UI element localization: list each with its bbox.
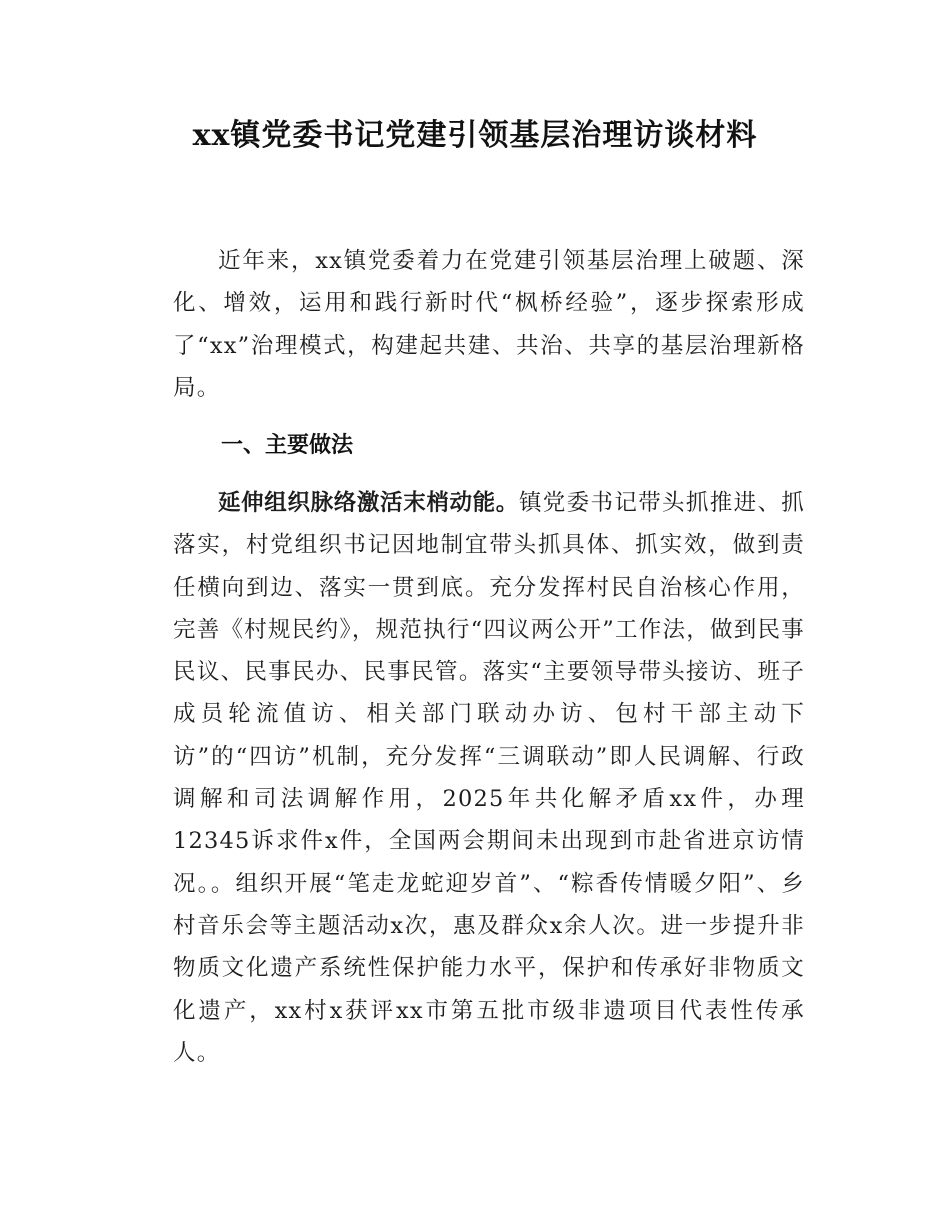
section-lead-sentence: 延伸组织脉络激活末梢动能。 xyxy=(218,490,519,516)
intro-paragraph: 近年来，xx镇党委着力在党建引领基层治理上破题、深化、增效，运用和践行新时代“枫桥经验”，逐步探索形成了“xx”治理模式，构建起共建、共治、共享的基层治理新格局。 xyxy=(173,248,805,401)
section-body-text: 镇党委书记带头抓推进、抓落实，村党组织书记因地制宜带头抓具体、抓实效，做到责任横向到边、落实一贯到底。充分发挥村民自治核心作用，完善《村规民约》，规范执行“四议两公开”工作法，做到民事民议、民事民办、民事民管。落实“主要领导带头接访、班子成员轮流值访、相关部门联动办访、包村干部主动下访”的“四访”机制，充分发挥“三调联动”即人民调解、行政调解和司法调解作用，2025年共化解矛盾xx件，办理12345诉求件x件，全国两会期间未出现到市赴省进京访情况。。组织开展“笔走龙蛇迎岁首”、“粽香传情暖夕阳”、乡村音乐会等主题活动x次，惠及群众x余人次。进一步提升非物质文化遗产系统性保护能力水平，保护和传承好非物质文化遗产，xx村x获评xx市第五批市级非遗项目代表性传承人。 xyxy=(173,490,805,1066)
section-heading: 一、主要做法 xyxy=(221,433,354,458)
document-title: xx镇党委书记党建引领基层治理访谈材料 xyxy=(192,118,758,153)
section-paragraph xyxy=(173,482,805,1074)
